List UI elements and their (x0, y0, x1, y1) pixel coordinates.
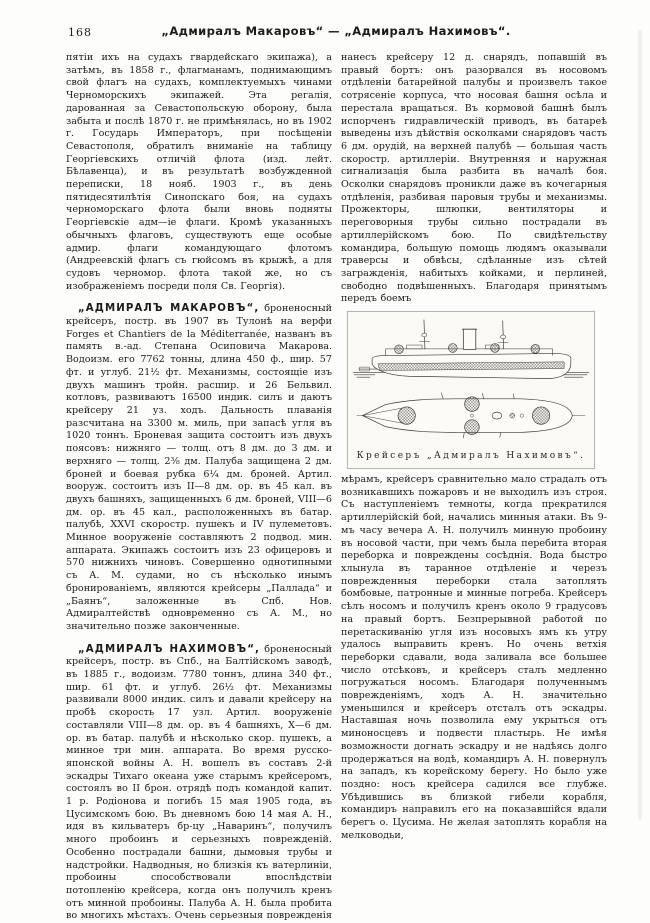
entry-admiral-makarov-text: броненосный крейсеръ, постр. въ 1907 въ Тулонѣ на верфи Forges et Chantiers de la Méditerranée, названъ въ память в.-ад. Степана Осиповича Макарова. Водоизм. его 7762 тонны, длина 450 ф., шир. 57 фт. и углуб. 21½ фт. Механизмы, состоящіе изъ двухъ машинъ тройн. расшир. и 26 Бельвил. котловъ, развиваютъ 16500 индик. силъ и даютъ крейсеру 21 уз. ходъ. Дальность плаванія разсчитана на 3300 м. миль, при запасѣ угля въ 1020 тоннъ. Броневая защита состоитъ изъ двухъ поясовъ: нижняго — толщ. отъ 8 дм. до 3 дм. и верхняго — толщ. 2⅜ дм. Палуба защищена 2 дм. броней и боевая рубка 6¼ дм. броней. Артил. вооруж. состоитъ изъ II—8 дм. ор. въ 45 кал. въ двухъ башняхъ, защищенныхъ 6 дм. броней, VIII—6 дм. ор. въ 45 кал., расположенныхъ въ батар. палубѣ, XXVI скоростр. пушекъ и IV пулеметовъ. Минное вооруженіе составляютъ 2 подвод. мин. аппарата. Экипажъ состоитъ изъ 23 офицеровъ и 570 нижнихъ чиновъ. Совершенно однотипными съ А. М. судами, но съ нѣсколько инымъ бронированіемъ, являются крейсеры „Паллада“ и „Баянъ“, заложенные въ Спб. Нов. Адмиралтействѣ одновременно съ А. М., но значительно позже законченные. (66, 303, 332, 632)
ship-engraving-illustration (351, 318, 591, 446)
paragraph-sinking-account: мѣрамъ, крейсеръ сравнительно мало страдалъ отъ возникавшихъ пожаровъ и не выходилъ изъ строя. Съ наступленіемъ темноты, когда прекратился артиллерійскій бой, начались минныя атаки. Въ 9-мъ часу вечера А. Н. получилъ минную пробоину въ носовой части, при чемъ была перебита вторая переборка и повреждены сосѣднія. Вода быстро хлынула въ таранное отдѣленіе и черезъ поврежденныя переборки стала затоплять бомбовые, патронные и минные погреба. Крейсеръ сѣлъ носомъ и получилъ кренъ около 9 градусовъ на правый бортъ. Безпрерывной работой по перетаскиванію угля изъ носовыхъ ямъ къ утру удалось выправить кренъ. Но очень ветхія переборки сдавали, вода заливала все большее число отсѣковъ, и крейсеръ сталъ медленно погружаться носомъ. Благодаря полученнымъ поврежденіямъ, ходъ А. Н. значительно уменьшился и крейсеръ отсталъ отъ эскадры. Наставшая ночь позволила ему укрыться отъ миноносцевъ и подвести пластырь. Не имѣя возможности догнать эскадру и не надѣясь долго продержаться на водѣ, командиръ А. Н. повернулъ на западъ, къ корейскому берегу. Но было уже поздно: носъ крейсера садился все глубже. Убѣдившись въ близкой гибели корабля, командиръ направилъ его на показавшійся вдали берегъ о. Цусима. Не желая затоплять корабля на мелководьи, (341, 474, 607, 841)
ship-plan-view (357, 393, 585, 439)
entry-admiral-nakhimov-text: броненосный крейсеръ, постр. въ Спб., на Балтійскомъ заводѣ, въ 1885 г., водоизм. 7780 тоннъ, длина 340 фт., шир. 61 фт. и углуб. 26½ фт. Механизмы развивали 8000 индик. силъ и давали крейсеру на пробѣ скорость 17 узл. Артил. вооруженіе составляли VIII—8 дм. ор. въ 4 башняхъ, X—6 дм. ор. въ батар. палубѣ и нѣсколько скор. пушекъ, а минное три мин. аппарата. Во время русско-японской войны А. Н. вошелъ въ составъ 2-й эскадры Тихаго океана уже старымъ крейсеромъ, состоялъ во II брон. отрядѣ подъ командой капит. 1 р. Родіонова и погибъ 15 мая 1905 года, въ Цусимскомъ бою. Въ дневномъ бою 14 мая А. Н., идя въ кильватеръ бр-цу „Наваринъ“, получилъ много пробоинъ и серьезныхъ поврежденій. Особенно пострадали башни, дымовыя трубы и надстройки. Надводныя, но близкія къ ватерлиніи, пробоины способствовали впослѣдствіи потопленію крейсера, когда онъ получилъ кренъ отъ минной пробоины. Палуба А. Н. была пробита во многихъ мѣстахъ. Очень серьезныя поврежденія (66, 643, 332, 922)
page-header (66, 22, 606, 46)
entry-admiral-makarov (66, 303, 332, 633)
ship-side-view (353, 320, 589, 379)
text-columns (66, 52, 606, 923)
left-column (66, 52, 332, 923)
figure-cruiser-admiral-nakhimov (347, 311, 595, 469)
entry-admiral-nakhimov-heading: „АДМИРАЛЪ НАХИМОВЪ“, (78, 643, 260, 655)
figure-caption: Крейсеръ „Адмиралъ Нахимовъ“. (356, 451, 586, 462)
page-number: 168 (68, 26, 92, 39)
entry-admiral-makarov-heading: „АДМИРАЛЪ МАКАРОВЪ“, (78, 303, 260, 315)
running-head-title: „Адмиралъ Макаровъ“ — „Адмиралъ Нахимовъ“. (161, 24, 511, 38)
entry-admiral-nakhimov (66, 644, 332, 923)
right-column (341, 52, 607, 923)
paragraph-flag-history-continuation: пятіи ихъ на судахъ гвардейскаго экипажа), а затѣмъ, въ 1858 г., флагманамъ, поднимающимъ свой флагъ на судахъ, комплектуемыхъ чинами Черноморскихъ экипажей. Эта регалія, дарованная за Севастопольскую оборону, была забыта и послѣ 1870 г. не примѣнялась, но въ 1902 г. Государь Императоръ, при посѣщеніи Севастополя, обратилъ вниманіе на таблицу Георгіевскихъ отличій флота (изд. лейт. Бѣлавенца), и въ результатѣ возбужденной переписки, 18 нояб. 1903 г., въ день пятидесятилѣтія Синопскаго боя, на судахъ черноморскаго флота были вновь подняты Георгіевскіе адм—іе флаги. Кромѣ указанныхъ обычныхъ флаговъ, существуютъ еще особые адмир. флаги командующаго флотомъ (Андреевскій флагъ съ гюйсомъ въ крыжѣ, а для судовъ черномор. флота такой же, но съ изображеніемъ посреди поля Св. Георгія). (66, 52, 332, 292)
paragraph-battle-damage: нанесъ крейсеру 12 д. снарядъ, попавшій въ правый бортъ: онъ разорвался въ носовомъ отдѣленіи батарейной палубы и произвелъ такое сотрясеніе корпуса, что носовая башня осѣла и перестала вращаться. Въ кормовой башнѣ былъ испорченъ гидравлическій приводъ, въ батареѣ выведены изъ дѣйствія осколками снарядовъ часть 6 дм. орудій, на верхней палубѣ — большая часть скоростр. артиллеріи. Внутренняя и наружная сигнализація была разбита въ началѣ боя. Осколки снарядовъ проникли даже въ кочегарныя отдѣленія, разбивая паровыя трубы и механизмы. Прожекторы, шлюпки, вентиляторы и переговорныя трубы сильно пострадали въ артиллерійскомъ бою. По свидѣтельству командира, большую помощь людямъ оказывали траверсы и обвѣсы, сдѣланные изъ сѣтей загражденія, набитыхъ койками, и перлиней, свободно подвѣшенныхъ. Благодаря принятымъ передъ боемъ (341, 52, 607, 305)
